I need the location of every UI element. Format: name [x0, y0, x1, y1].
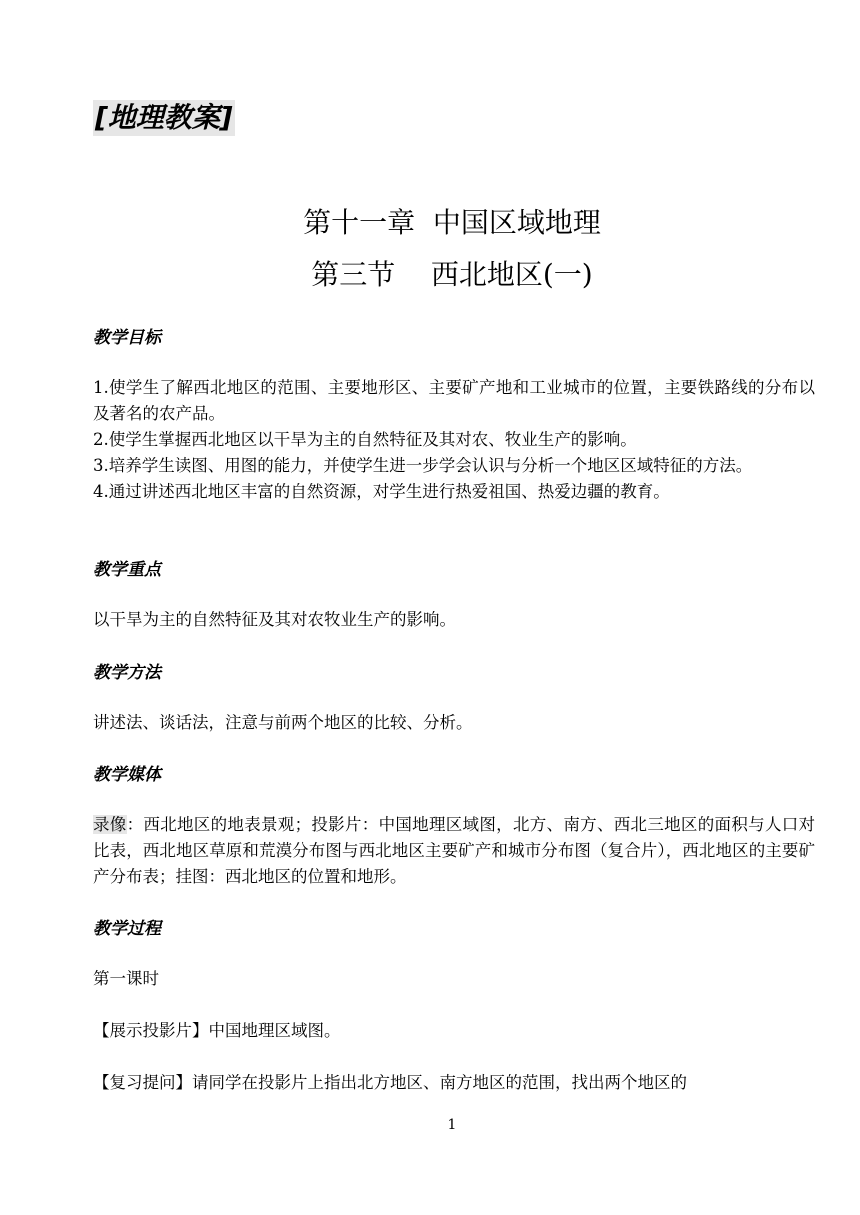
lesson-label: 第一课时: [93, 969, 159, 988]
section-title: 第三节 西北地区(一): [311, 258, 593, 291]
objective-item: 1.使学生了解西北地区的范围、主要地形区、主要矿产地和工业城市的位置，主要铁路线的分布以及著名的农产品。: [93, 378, 815, 423]
methods-text: 讲述法、谈话法，注意与前两个地区的比较、分析。: [93, 713, 473, 732]
media-body: ：西北地区的地表景观；投影片：中国地理区域图，北方、南方、西北三地区的面积与人口对比表，西北地区草原和荒漠分布图与西北地区主要矿产和城市分布图（复合片），西北地区的主要矿产分布表；挂图：西北地区的位置和地形。: [93, 815, 816, 886]
media-heading: 教学媒体: [93, 765, 161, 785]
process-heading: 教学过程: [93, 919, 161, 939]
chapter-title: 第十一章 中国区域地理: [303, 206, 601, 239]
page-number: 1: [447, 1117, 457, 1133]
methods-heading: 教学方法: [93, 663, 161, 683]
objective-item: 3.培养学生读图、用图的能力，并使学生进一步学会认识与分析一个地区区域特征的方法。: [93, 456, 753, 475]
media-text: [93, 812, 815, 890]
key-points-text: 以干旱为主的自然特征及其对农牧业生产的影响。: [93, 610, 456, 629]
process-step: 【展示投影片】中国地理区域图。: [93, 1021, 341, 1040]
document-tag-title: [地理教案]: [95, 101, 233, 134]
key-points-heading: 教学重点: [93, 560, 161, 580]
objective-item: 2.使学生掌握西北地区以干旱为主的自然特征及其对农、牧业生产的影响。: [93, 430, 637, 449]
objectives-list: [93, 375, 815, 505]
objectives-heading: 教学目标: [93, 328, 161, 348]
media-highlight: 录像: [93, 815, 127, 834]
objective-item: 4.通过讲述西北地区丰富的自然资源，对学生进行热爱祖国、热爱边疆的教育。: [93, 482, 670, 501]
process-step: 【复习提问】请同学在投影片上指出北方地区、南方地区的范围，找出两个地区的: [93, 1073, 687, 1092]
